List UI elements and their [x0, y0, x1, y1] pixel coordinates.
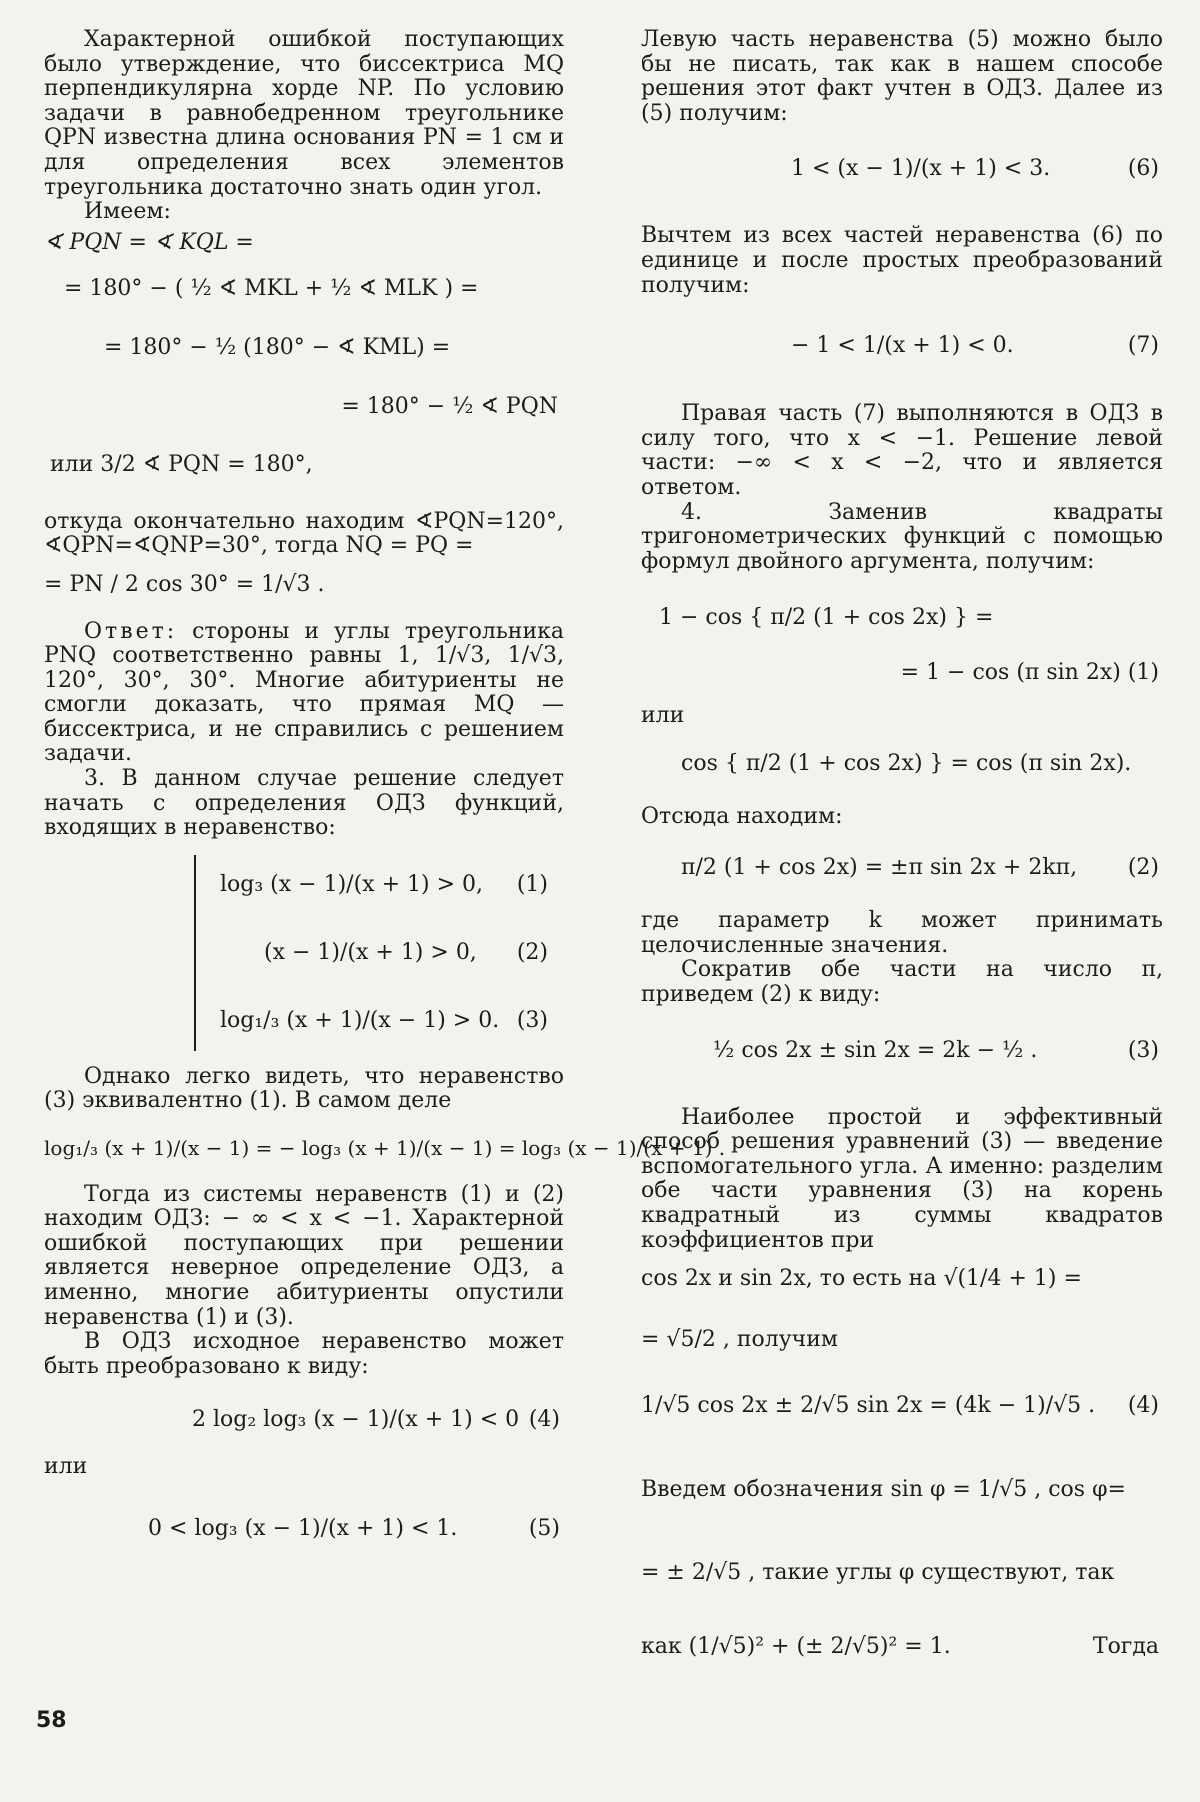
equation-number: (4): [528, 1407, 560, 1433]
system-row: [220, 987, 552, 1055]
equation: [641, 130, 1163, 208]
equation-body: как (1/√5)² + (± 2/√5)² = 1.: [641, 1634, 951, 1660]
equation-body: 1 < (x − 1)/(x + 1) < 3.: [791, 156, 1051, 182]
paragraph: или: [44, 1454, 88, 1480]
equation-body: 2 log₂ log₃ (x − 1)/(x + 1) < 0: [192, 1407, 520, 1433]
equation-number: (4): [1127, 1393, 1159, 1419]
paragraph: Имеем:: [84, 199, 171, 225]
paragraph: где параметр k может принимать целочисленные значения.: [641, 908, 1163, 958]
equation: [641, 1370, 1163, 1442]
paragraph: Тогда из системы неравенств (1) и (2) находим ОДЗ: − ∞ < x < −1. Характерной ошибкой поступающих при решении является неверное определение ОДЗ, а именно, многие абитуриенты опустили неравенства (1) и (3).: [44, 1181, 564, 1330]
paragraph: Введем обозначения sin φ = 1/√5 , cos φ=: [641, 1477, 1126, 1503]
paragraph: 4. Заменив квадраты тригонометрических функций с помощью формул двойного аргумента, получим:: [641, 499, 1163, 574]
paragraph: 3. В данном случае решение следует начать с определения ОДЗ функций, входящих в неравенство:: [44, 766, 564, 841]
equation-line: или 3/2 ∢ PQN = 180°,: [50, 452, 313, 478]
equation-number: (5): [528, 1515, 560, 1541]
equation: [641, 306, 1163, 386]
equation-number: (7): [1127, 332, 1159, 358]
equation-tail-word: Тогда: [1092, 1634, 1159, 1660]
equation-line: = 180° − ( ½ ∢ MKL + ½ ∢ MLK ) =: [64, 276, 479, 302]
paragraph: [44, 620, 564, 768]
equation: cos { π/2 (1 + cos 2x) } = cos (π sin 2x).: [681, 751, 1132, 777]
answer-text: стороны и углы треугольника PNQ соответственно равны 1, 1/√3, 1/√3, 120°, 30°, 30°. Многие абитуриенты не смогли доказать, что прямая MQ — биссектриса, и не справились с решением задачи.: [44, 618, 564, 767]
page-number: 58: [36, 1708, 67, 1733]
inequality-system: [184, 851, 552, 1055]
inequality: log₃ (x − 1)/(x + 1) > 0,: [220, 871, 483, 897]
equation: 1 − cos { π/2 (1 + cos 2x) } =: [659, 605, 994, 631]
equation-number: (1): [516, 871, 548, 897]
equation-number: (2): [516, 939, 548, 965]
equation: log₁/₃ (x + 1)/(x − 1) = − log₃ (x + 1)/(x − 1) = log₃ (x − 1)/(x + 1) .: [44, 1136, 726, 1161]
equation-body: π/2 (1 + cos 2x) = ±π sin 2x + 2kπ,: [681, 854, 1078, 880]
equation: [641, 1618, 1163, 1678]
equation: = PN / 2 cos 30° = 1/√3 .: [44, 571, 325, 597]
paragraph: Однако легко видеть, что неравенство (3) эквивалентно (1). В самом деле: [44, 1063, 564, 1114]
equation-line: = 180° − ½ (180° − ∢ KML) =: [104, 334, 451, 360]
paragraph: Левую часть неравенства (5) можно было бы не писать, так как в нашем способе решения этот факт учтен в ОДЗ. Далее из (5) получим:: [641, 27, 1163, 126]
paragraph: Вычтем из всех частей неравенства (6) по единице и после простых преобразований получим:: [641, 223, 1163, 298]
system-row: [220, 851, 552, 919]
paragraph: Отсюда находим:: [641, 803, 843, 829]
paragraph: Наиболее простой и эффективный способ решения уравнений (3) — введение вспомогательного угла. А именно: разделим обе части уравнения (3) на корень квадратный из суммы квадратов коэффициентов при: [641, 1104, 1163, 1253]
answer-label: Ответ:: [84, 618, 178, 644]
equation-body: 1/√5 cos 2x ± 2/√5 sin 2x = (4k − 1)/√5 .: [641, 1393, 1096, 1419]
inequality: log₁/₃ (x + 1)/(x − 1) > 0.: [220, 1007, 500, 1033]
equation-line: ∢ PQN = ∢ KQL =: [44, 229, 254, 255]
equation-number: (6): [1127, 156, 1159, 182]
equation-body: 0 < log₃ (x − 1)/(x + 1) < 1.: [148, 1515, 458, 1541]
paragraph: Сократив обе части на число π, приведем (2) к виду:: [641, 957, 1163, 1008]
left-column: [44, 27, 726, 1568]
paragraph: Правая часть (7) выполняются в ОДЗ в силу того, что x < −1. Решение левой части: −∞ < x < −2, что и является ответом.: [641, 401, 1163, 500]
equation-number: (3): [516, 1007, 548, 1033]
equation: [44, 1385, 564, 1455]
equation: [44, 1490, 564, 1568]
equation-number: (3): [1127, 1038, 1159, 1064]
equation-line: = 180° − ½ ∢ PQN: [341, 393, 558, 419]
paragraph: В ОДЗ исходное неравенство может быть преобразовано к виду:: [44, 1329, 564, 1379]
paragraph: Характерной ошибкой поступающих было утверждение, что биссектриса MQ перпендикулярна хорде NP. По условию задачи в равнобедренном треугольнике QPN известна длина основания PN = 1 см и для определения всех элементов треугольника достаточно знать один угол.: [44, 27, 564, 200]
paragraph: = ± 2/√5 , такие углы φ существуют, так: [641, 1560, 1115, 1585]
paragraph: = √5/2 , получим: [641, 1326, 838, 1352]
paragraph: cos 2x и sin 2x, то есть на √(1/4 + 1) =: [641, 1266, 1082, 1292]
right-column: [641, 28, 1163, 1678]
equation: [44, 231, 564, 478]
equation-body: − 1 < 1/(x + 1) < 0.: [791, 332, 1014, 358]
equation: = 1 − cos (π sin 2x) (1): [900, 659, 1159, 685]
inequality: (x − 1)/(x + 1) > 0,: [264, 939, 477, 965]
system-row: [220, 919, 552, 987]
equation: [641, 837, 1163, 899]
equation-body: ½ cos 2x ± sin 2x = 2k − ½ .: [713, 1038, 1038, 1064]
equation: [641, 1016, 1163, 1088]
equation-number: (2): [1127, 854, 1159, 880]
paragraph: откуда окончательно находим ∢PQN=120°, ∢QPN=∢QNP=30°, тогда NQ = PQ =: [44, 508, 564, 559]
paragraph: или: [641, 702, 685, 728]
